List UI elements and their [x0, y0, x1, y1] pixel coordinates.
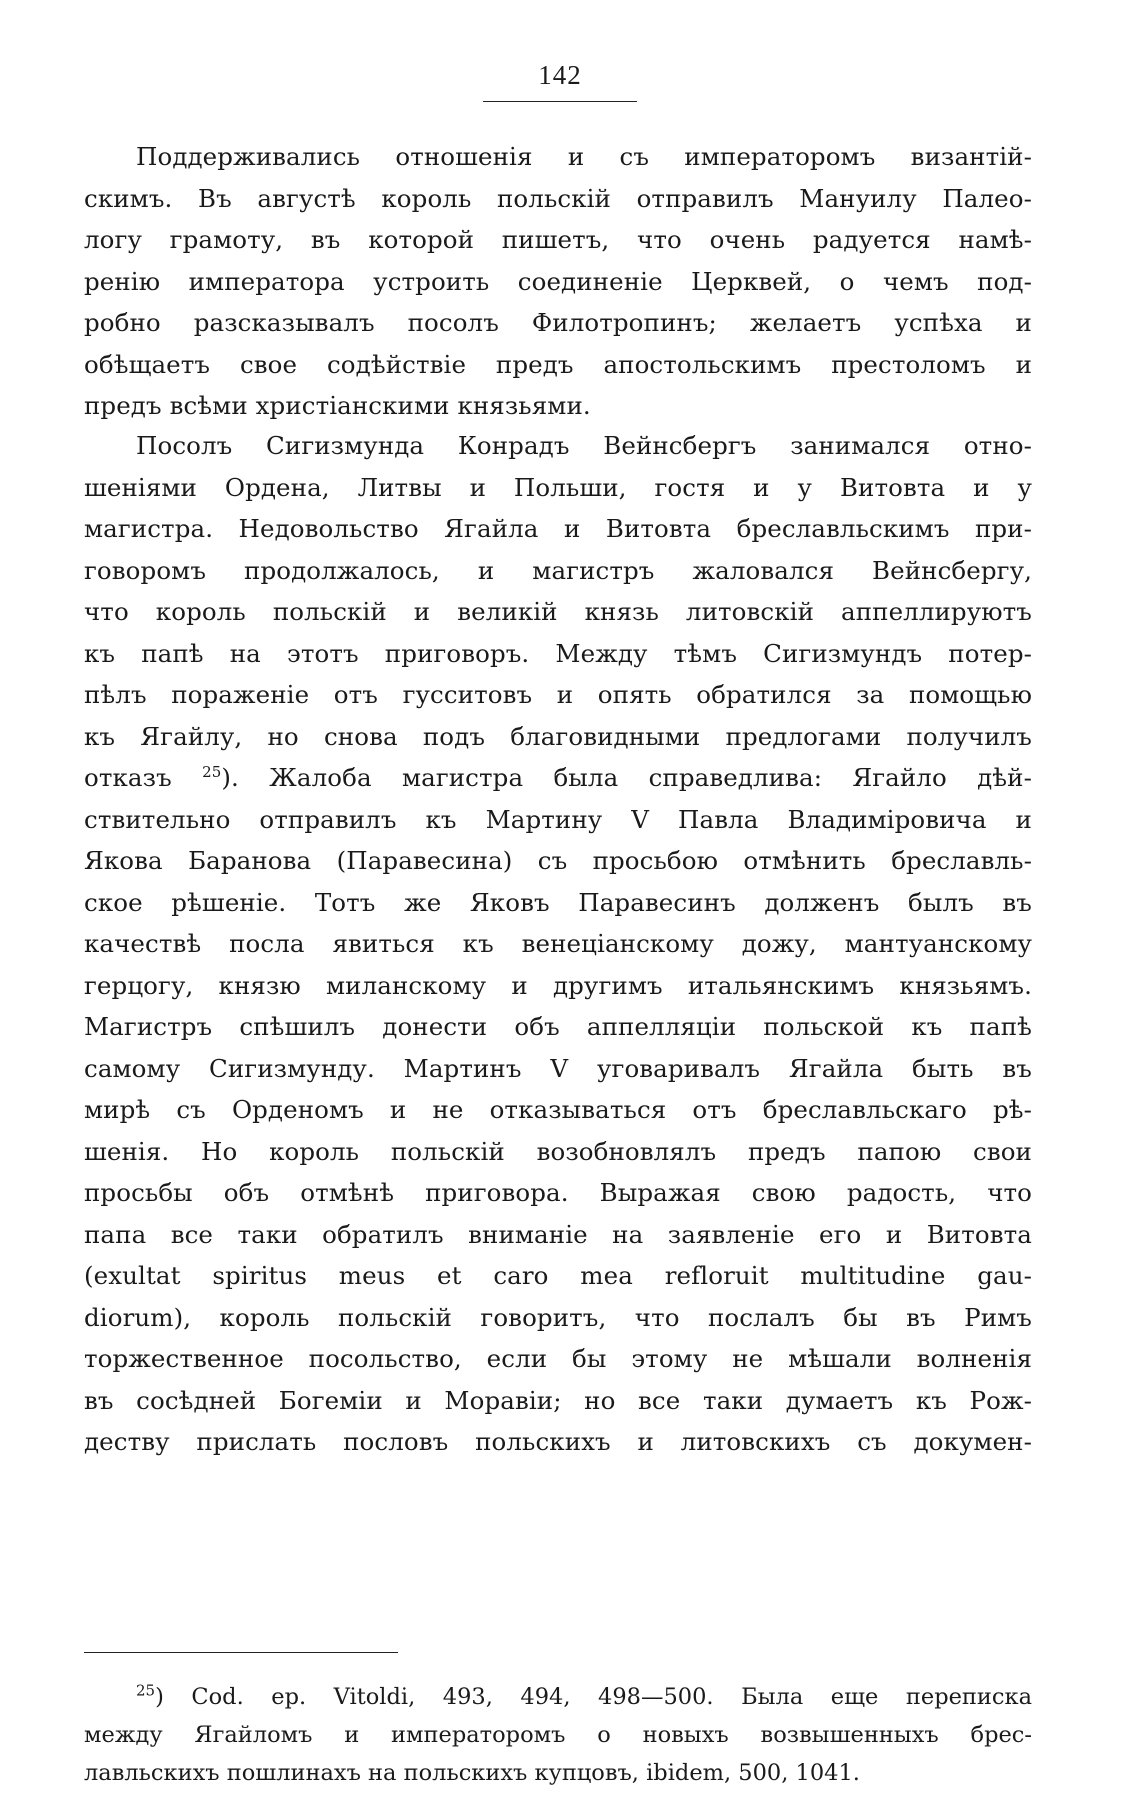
- text-line: Магистръ спѣшилъ донести объ аппелляціи польской къ папѣ: [84, 1012, 1032, 1041]
- text-line: Якова Баранова (Паравесина) съ просьбою отмѣнить бреславль-: [84, 846, 1032, 875]
- text-line: Поддерживались отношенія и съ императоромъ византій-: [136, 142, 1032, 171]
- page-number: 142: [538, 60, 582, 90]
- text-line: ское рѣшеніе. Тотъ же Яковъ Паравесинъ долженъ былъ въ: [84, 887, 1032, 917]
- text-line: торжественное посольство, если бы этому не мѣшали волненія: [84, 1344, 1032, 1373]
- footnote-marker: 25: [136, 1681, 156, 1700]
- footnote-text: ) Cod. ep. Vitoldi, 493, 494, 498—500. Была еще переписка: [155, 1684, 1032, 1710]
- text-line: магистра. Недовольство Ягайла и Витовта бреславльскимъ при-: [84, 514, 1032, 543]
- text-line: ствительно отправилъ къ Мартину V Павла Владиміровича и: [84, 804, 1032, 834]
- text-line: пѣлъ пораженіе отъ гусситовъ и опять обратился за помощью: [84, 680, 1032, 709]
- text-line: скимъ. Въ августѣ король польскій отправилъ Мануилу Палео-: [84, 183, 1032, 213]
- text-line: говоромъ продолжалось, и магистръ жаловался Вейнсбергу,: [84, 555, 1032, 585]
- footnote-reference[interactable]: 25: [202, 762, 222, 781]
- text-line: предъ всѣми христіанскими князьями.: [84, 391, 591, 420]
- text-line: самому Сигизмунду. Мартинъ V уговаривалъ Ягайла быть въ: [84, 1053, 1032, 1083]
- text-line: качествѣ посла явиться къ венеціанскому дожу, мантуанскому: [84, 929, 1032, 958]
- text-line: шеніями Ордена, Литвы и Польши, гостя и у Витовта и у: [84, 472, 1032, 502]
- text-line: папа все таки обратилъ вниманіе на заявленіе его и Витовта: [84, 1219, 1032, 1249]
- text-line: Посолъ Сигизмунда Конрадъ Вейнсбергъ занимался отно-: [136, 431, 1032, 460]
- footnote-line: лавльскихъ пошлинахъ на польскихъ купцовъ, ibidem, 500, 1041.: [84, 1760, 860, 1786]
- text-line-with-footnote-ref: [84, 757, 1032, 799]
- paragraph-2: [84, 425, 1032, 1463]
- text-line: diorum), король польскій говоритъ, что послалъ бы въ Римъ: [84, 1302, 1032, 1332]
- text-fragment: отказъ: [84, 763, 172, 792]
- text-line: въ сосѣдней Богеміи и Моравіи; но все таки думаетъ къ Рож-: [84, 1385, 1032, 1415]
- text-line: логу грамоту, въ которой пишетъ, что очень радуется намѣ-: [84, 225, 1032, 254]
- text-line: ренію императора устроить соединеніе Церквей, о чемъ под-: [84, 266, 1032, 296]
- text-fragment: ). Жалоба магистра была справедлива: Ягайло дѣй-: [221, 763, 1032, 792]
- footnote: [84, 1678, 1032, 1792]
- text-line: мирѣ съ Орденомъ и не отказываться отъ бреславльскаго рѣ-: [84, 1095, 1032, 1124]
- text-line: просьбы объ отмѣнѣ приговора. Выражая свою радость, что: [84, 1178, 1032, 1207]
- text-line: къ Ягайлу, но снова подъ благовидными предлогами получилъ: [84, 721, 1032, 751]
- text-line: деству прислать пословъ польскихъ и литовскихъ съ докумен-: [84, 1427, 1032, 1456]
- text-line: что король польскій и великій князь литовскій аппеллируютъ: [84, 597, 1032, 626]
- footnote-separator: [84, 1652, 398, 1653]
- text-line: (exultat spiritus meus et caro mea refloruit multitudine gau-: [84, 1261, 1032, 1290]
- footnote-line: между Ягайломъ и императоромъ о новыхъ возвышенныхъ брес-: [84, 1722, 1032, 1748]
- text-line: робно разсказывалъ посолъ Филотропинъ; желаетъ успѣха и: [84, 308, 1032, 337]
- page-number-rule: [483, 101, 637, 102]
- text-line: шенія. Но король польскій возобновлялъ предъ папою свои: [84, 1136, 1032, 1166]
- text-line: къ папѣ на этотъ приговоръ. Между тѣмъ Сигизмундъ потер-: [84, 638, 1032, 668]
- text-line: обѣщаетъ свое содѣйствіе предъ апостольскимъ престоломъ и: [84, 349, 1032, 379]
- text-line: герцогу, князю миланскому и другимъ итальянскимъ князьямъ.: [84, 970, 1032, 1000]
- paragraph-1: [84, 136, 1032, 427]
- footnote-line: [84, 1678, 1032, 1716]
